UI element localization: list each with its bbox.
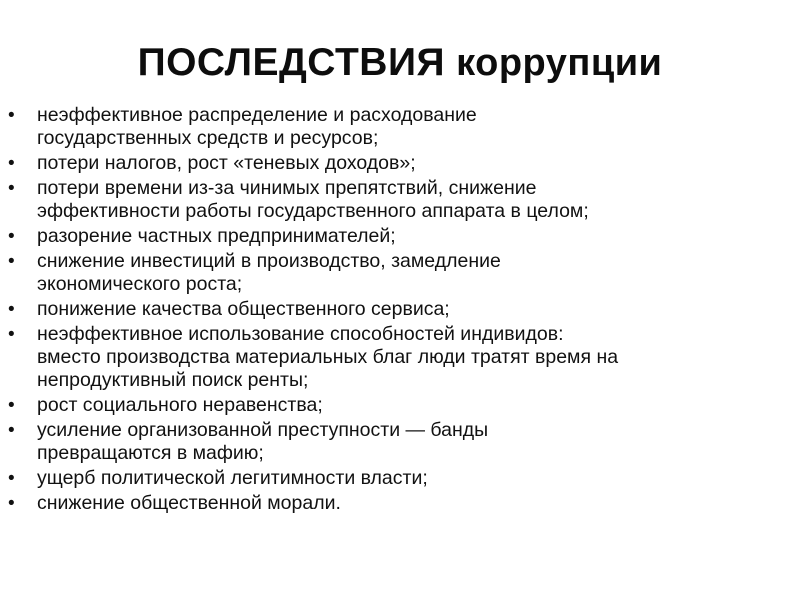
list-item-line: неэффективное распределение и расходование (37, 104, 477, 126)
bullet-dot-icon: • (8, 251, 15, 272)
list-item-line: потери налогов, рост «теневых доходов»; (37, 152, 416, 174)
list-item-text (37, 225, 396, 248)
list-item-line: непродуктивный поиск ренты; (37, 369, 309, 391)
list-item-line: ущерб политической легитимности власти; (37, 467, 428, 489)
bullet-dot-icon: • (8, 420, 15, 441)
list-item-line: усиление организованной преступности — банды (37, 419, 489, 441)
list-item (6, 152, 786, 175)
list-item-text (37, 323, 618, 392)
list-item (6, 467, 786, 490)
list-item-line: экономического роста; (37, 273, 243, 295)
list-item-line: рост социального неравенства; (37, 394, 323, 416)
list-item (6, 419, 786, 465)
list-item-line: неэффективное использование способностей индивидов: (37, 323, 564, 345)
list-item-text (37, 177, 589, 223)
list-item (6, 177, 786, 223)
list-item-text (37, 250, 501, 296)
bullet-dot-icon: • (8, 324, 15, 345)
list-item (6, 492, 786, 515)
list-item-text (37, 492, 341, 515)
list-item-text (37, 298, 450, 321)
list-item-line: вместо производства материальных благ люди тратят время на (37, 346, 619, 368)
bullet-dot-icon: • (8, 153, 15, 174)
bullet-dot-icon: • (8, 395, 15, 416)
bullet-dot-icon: • (8, 178, 15, 199)
bullet-dot-icon: • (8, 493, 15, 514)
list-item-line: государственных средств и ресурсов; (37, 127, 379, 149)
list-item-text (37, 104, 477, 150)
list-item-line: снижение общественной морали. (37, 492, 341, 514)
list-item-line: снижение инвестиций в производство, замедление (37, 250, 501, 272)
bullet-dot-icon: • (8, 105, 15, 126)
list-item-text (37, 152, 416, 175)
list-item (6, 323, 786, 392)
list-item-line: разорение частных предпринимателей; (37, 225, 396, 247)
list-item-text (37, 394, 323, 417)
list-item (6, 104, 786, 150)
title-main-word: ПОСЛЕДСТВИЯ (137, 41, 446, 84)
list-item-line: эффективности работы государственного аппарата в целом; (37, 200, 589, 222)
bullet-dot-icon: • (8, 299, 15, 320)
list-item-line: понижение качества общественного сервиса; (37, 298, 450, 320)
list-item (6, 225, 786, 248)
bullet-list (6, 104, 786, 517)
list-item (6, 298, 786, 321)
title-sub-word: коррупции (456, 42, 663, 84)
list-item-text (37, 419, 488, 465)
slide-title (0, 40, 800, 86)
bullet-dot-icon: • (8, 226, 15, 247)
list-item (6, 394, 786, 417)
list-item (6, 250, 786, 296)
list-item-line: превращаются в мафию; (37, 442, 264, 464)
list-item-text (37, 467, 428, 490)
bullet-dot-icon: • (8, 468, 15, 489)
list-item-line: потери времени из-за чинимых препятствий, снижение (37, 177, 537, 199)
